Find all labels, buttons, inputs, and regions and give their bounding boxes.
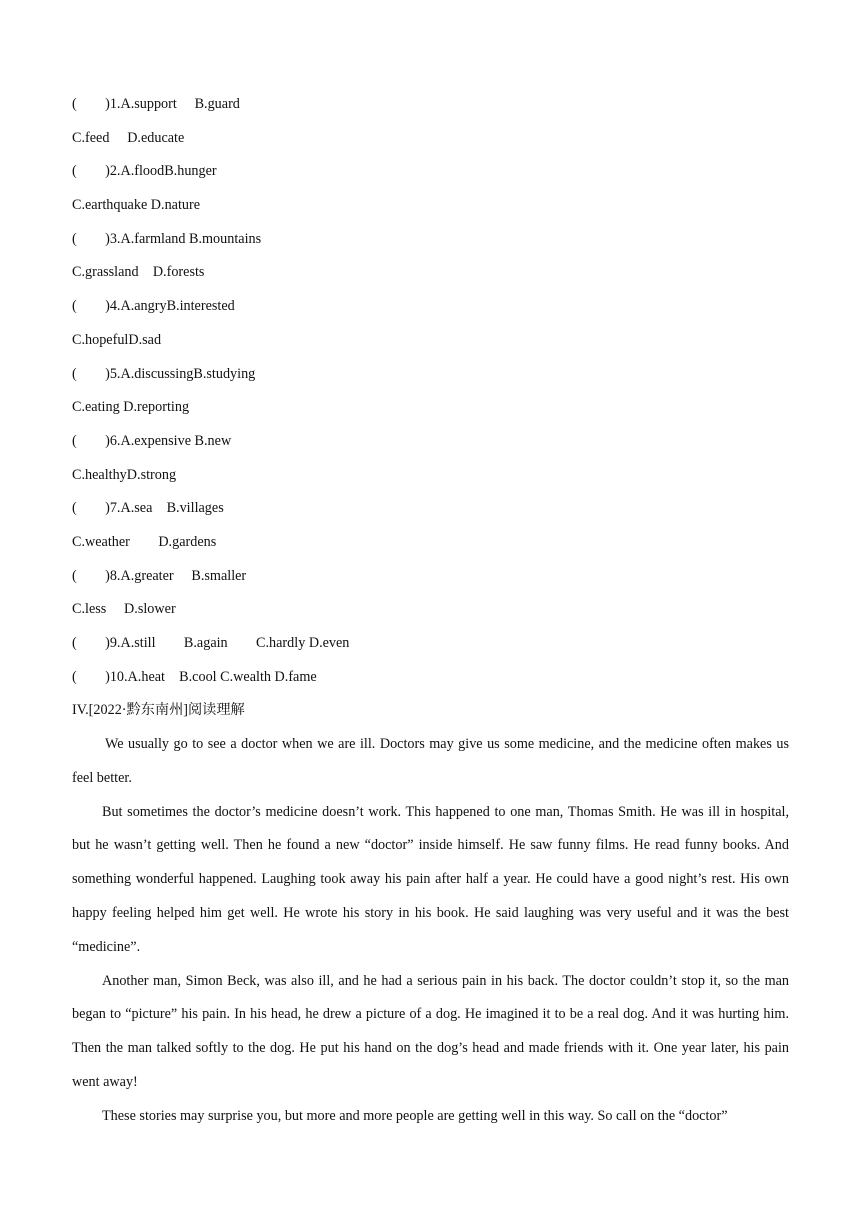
question-5-option-a: ( )5.A.discussing — [72, 365, 194, 382]
question-3-line-2 — [72, 256, 789, 290]
question-3-option-c: C.grassland — [72, 264, 139, 281]
question-5-option-c: C.eating — [72, 399, 120, 416]
question-4-option-c: C.hopeful — [72, 331, 129, 348]
question-7-option-c: C.weather — [72, 533, 130, 550]
question-5-line-2 — [72, 391, 789, 425]
question-1-option-c: C.feed — [72, 129, 110, 146]
question-6-option-a: ( )6.A.expensive — [72, 432, 191, 449]
question-3-line — [72, 223, 789, 257]
passage-paragraph-3: Another man, Simon Beck, was also ill, and he had a serious pain in his back. The doctor couldn’t stop it, so the man began to “picture” his pain. In his head, he drew a picture of a dog. He imagined it to be a real dog. And it was hurting him. Then the man talked softly to the dog. He put his hand on the dog’s head and made friends with it. One year later, his pain went away! — [72, 972, 789, 1091]
question-8-line-2 — [72, 593, 789, 627]
question-2-line-2 — [72, 189, 789, 223]
question-8-option-c: C.less — [72, 601, 107, 618]
question-8-option-b: B.smaller — [191, 567, 247, 584]
question-3-option-a: ( )3.A.farmland — [72, 230, 186, 247]
question-6-option-b: B.new — [194, 432, 232, 449]
question-7-option-d: D.gardens — [158, 533, 217, 550]
question-1-option-d: D.educate — [127, 129, 185, 146]
question-2-option-d: D.nature — [150, 197, 201, 214]
question-7-option-b: B.villages — [166, 500, 224, 517]
question-4-option-d: D.sad — [128, 331, 162, 348]
question-8-option-d: D.slower — [124, 601, 176, 618]
question-1-option-b: B.guard — [194, 96, 240, 112]
question-6-line-2 — [72, 459, 789, 493]
passage-paragraph-4: These stories may surprise you, but more and more people are getting well in this way. So call on the “doctor” — [102, 1107, 728, 1124]
question-2-option-c: C.earthquake — [72, 197, 148, 214]
question-2-option-a: ( )2.A.flood — [72, 163, 165, 180]
section-heading: IV.[2022·黔东南州]阅读理解 — [72, 702, 245, 719]
document-page — [72, 88, 789, 1134]
question-4-option-a: ( )4.A.angry — [72, 298, 167, 315]
question-9-line: ( )9.A.still B.again C.hardly D.even — [72, 635, 350, 651]
question-6-option-d: D.strong — [126, 466, 177, 483]
question-5-option-d: D.reporting — [123, 399, 190, 416]
question-5-line — [72, 358, 789, 392]
question-8-line — [72, 560, 789, 594]
question-5-option-b: B.studying — [193, 365, 256, 382]
question-2-line — [72, 155, 789, 189]
question-7-line-2 — [72, 526, 789, 560]
passage-paragraph-1: We usually go to see a doctor when we are ill. Doctors may give us some medicine, and the medicine often makes us feel better. — [72, 736, 789, 786]
question-1-option-a: ( )1.A.support — [72, 96, 177, 112]
question-2-option-b: B.hunger — [164, 163, 217, 180]
question-3-option-d: D.forests — [152, 264, 205, 281]
passage-paragraph-2: But sometimes the doctor’s medicine doesn’t work. This happened to one man, Thomas Smith. He was ill in hospital, but he wasn’t getting well. Then he found a new “doctor” inside himself. He saw funny films. He read funny books. And something wonderful happened. Laughing took away his pain after half a year. He could have a good night’s rest. His own happy feeling helped him get well. He wrote his story in his book. He said laughing was very useful and it was the best “medicine”. — [72, 803, 789, 955]
question-4-option-b: B.interested — [166, 298, 235, 315]
question-7-option-a: ( )7.A.sea — [72, 500, 153, 517]
question-4-line-2 — [72, 324, 789, 358]
question-8-option-a: ( )8.A.greater — [72, 567, 174, 584]
question-6-option-c: C.healthy — [72, 466, 127, 483]
question-1-line-2 — [72, 122, 789, 156]
question-6-line — [72, 425, 789, 459]
question-4-line — [72, 290, 789, 324]
question-3-option-b: B.mountains — [189, 230, 262, 247]
question-7-line — [72, 492, 789, 526]
question-10-line: ( )10.A.heat B.cool C.wealth D.fame — [72, 668, 317, 685]
question-1-line — [72, 88, 789, 122]
